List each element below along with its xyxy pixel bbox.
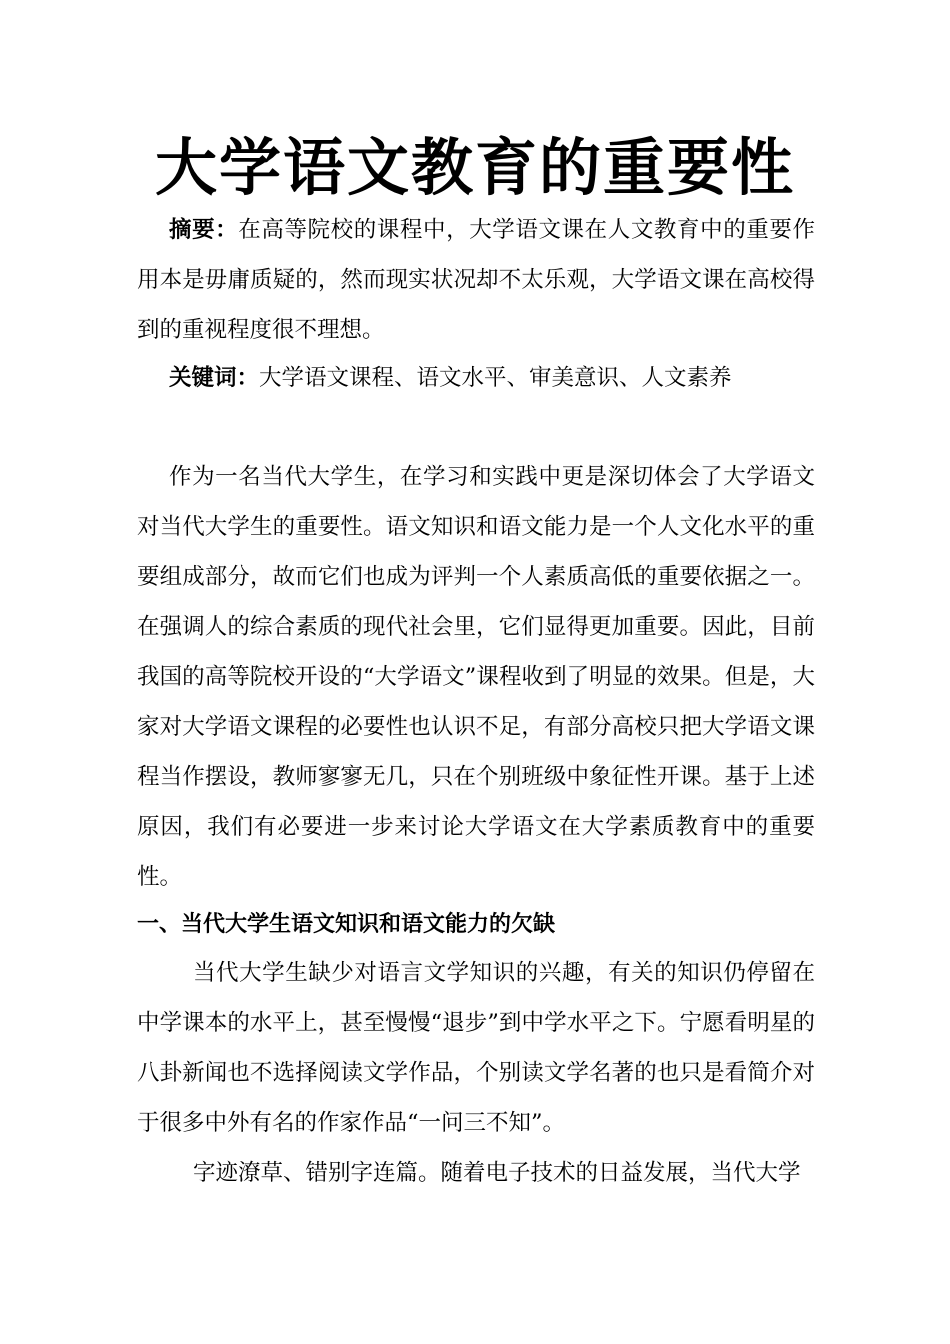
intro-paragraph: 作为一名当代大学生，在学习和实践中更是深切体会了大学语文对当代大学生的重要性。语文知识和语文能力是一个人文化水平的重要组成部分，故而它们也成为评判一个人素质高低的重要依据之一。在强调人的综合素质的现代社会里，它们显得更加重要。因此，目前我国的高等院校开设的“大学语文”课程收到了明显的效果。但是，大家对大学语文课程的必要性也认识不足，有部分高校只把大学语文课程当作摆设，教师寥寥无几，只在个别班级中象征性开课。基于上述原因，我们有必要进一步来讨论大学语文在大学素质教育中的重要性。 — [137, 464, 815, 890]
abstract-text: 在高等院校的课程中，大学语文课在人文教育中的重要作用本是毋庸质疑的，然而现实状况却不太乐观，大学语文课在高校得到的重视程度很不理想。 — [137, 217, 815, 343]
keywords-text: 大学语文课程、语文水平、审美意识、人文素养 — [259, 365, 732, 391]
section-paragraph-2: 字迹潦草、错别字连篇。随着电子技术的日益发展，当代大学 — [193, 1160, 801, 1186]
keywords-paragraph — [137, 353, 815, 403]
abstract-paragraph — [137, 205, 815, 355]
section-heading: 一、当代大学生语文知识和语文能力的欠缺 — [137, 912, 556, 937]
abstract-label: 摘要： — [169, 217, 239, 243]
keywords-label: 关键词： — [169, 365, 260, 391]
section-paragraph-1: 当代大学生缺少对语言文学知识的兴趣，有关的知识仍停留在中学课本的水平上，甚至慢慢“退步”到中学水平之下。宁愿看明星的八卦新闻也不选择阅读文学作品，个别读文学名著的也只是看简介对于很多中外有名的作家作品“一问三不知”。 — [137, 960, 815, 1136]
document-title: 大学语文教育的重要性 — [154, 131, 795, 204]
